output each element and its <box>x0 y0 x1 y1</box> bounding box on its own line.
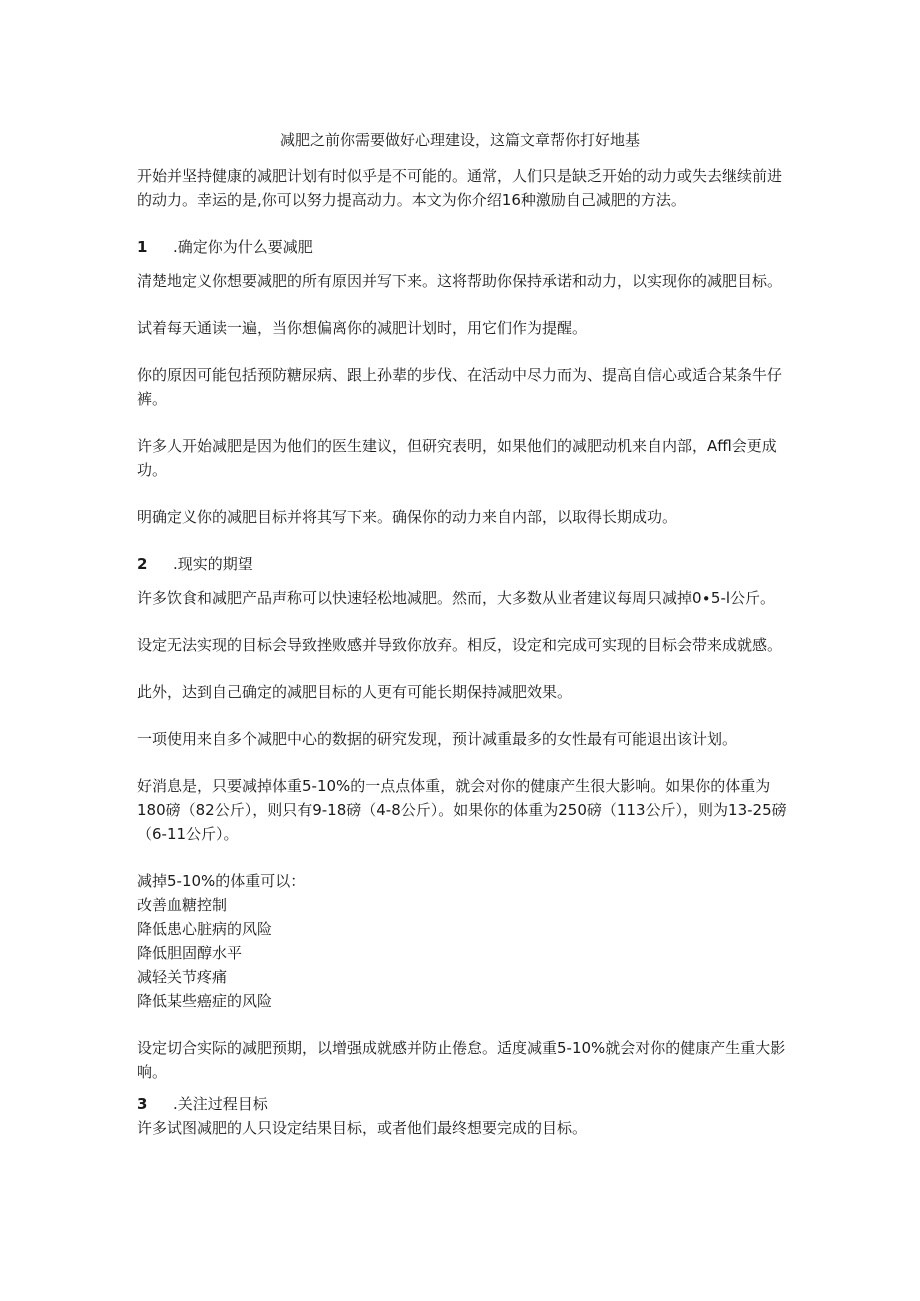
section-3-heading <box>137 1092 787 1116</box>
paragraph: 许多试图减肥的人只设定结果目标，或者他们最终想要完成的目标。 <box>137 1119 588 1137</box>
section-heading-text: .确定你为什么要减肥 <box>173 238 313 256</box>
paragraph: 试着每天通读一遍，当你想偏离你的减肥计划时，用它们作为提醒。 <box>137 319 588 337</box>
section-number: 1 <box>137 238 148 256</box>
paragraph: 清楚地定义你想要减肥的所有原因并写下来。这将帮助你保持承诺和动力，以实现你的减肥目标。 <box>137 272 783 290</box>
paragraph: 明确定义你的减肥目标并将其写下来。确保你的动力来自内部，以取得长期成功。 <box>137 508 678 526</box>
paragraph: 好消息是，只要减掉体重5-10%的一点点体重，就会对你的健康产生很大影响。如果你的体重为180磅（82公斤），则只有9-18磅（4-8公斤）。如果你的体重为250磅（113公斤），则为13-25磅（6-11公斤）。 <box>137 777 787 843</box>
paragraph: 设定无法实现的目标会导致挫败感并导致你放弃。相反，设定和完成可实现的目标会带来成就感。 <box>137 636 783 654</box>
list-item: 降低胆固醇水平 <box>137 944 243 962</box>
section-number: 2 <box>137 555 148 573</box>
list-intro: 减掉5-10%的体重可以： <box>137 872 306 890</box>
section-number: 3 <box>137 1095 148 1113</box>
paragraph: 你的原因可能包括预防糖尿病、跟上孙辈的步伐、在活动中尽力而为、提高自信心或适合某条牛仔裤。 <box>137 366 783 408</box>
closing-paragraph: 设定切合实际的减肥预期，以增强成就感并防止倦怠。适度减重5-10%就会对你的健康产生重大影响。 <box>137 1039 786 1081</box>
document-body <box>137 164 787 1163</box>
list-item: 改善血糖控制 <box>137 896 228 914</box>
list-item: 降低某些癌症的风险 <box>137 992 273 1010</box>
intro-paragraph: 开始并坚持健康的减肥计划有时似乎是不可能的。通常，人们只是缺乏开始的动力或失去继续前进的动力。幸运的是,你可以努力提高动力。本文为你介绍16种激励自己减肥的方法。 <box>137 167 783 209</box>
list-item: 减轻关节疼痛 <box>137 968 228 986</box>
document-title: 减肥之前你需要做好心理建设，这篇文章帮你打好地基 <box>279 131 640 149</box>
paragraph: 许多饮食和减肥产品声称可以快速轻松地减肥。然而，大多数从业者建议每周只减掉0∙5-l公斤。 <box>137 589 776 607</box>
section-heading-text: .关注过程目标 <box>173 1095 268 1113</box>
paragraph: 一项使用来自多个减肥中心的数据的研究发现，预计减重最多的女性最有可能退出该计划。 <box>137 730 738 748</box>
paragraph: 许多人开始减肥是因为他们的医生建议，但研究表明，如果他们的减肥动机来自内部，Affl会更成功。 <box>137 437 777 479</box>
section-1-heading <box>137 235 787 259</box>
list-item: 降低患心脏病的风险 <box>137 920 273 938</box>
benefit-list <box>137 869 787 1013</box>
section-heading-text: .现实的期望 <box>173 555 253 573</box>
paragraph: 此外，达到自己确定的减肥目标的人更有可能长期保持减肥效果。 <box>137 683 573 701</box>
section-2-heading <box>137 552 787 576</box>
